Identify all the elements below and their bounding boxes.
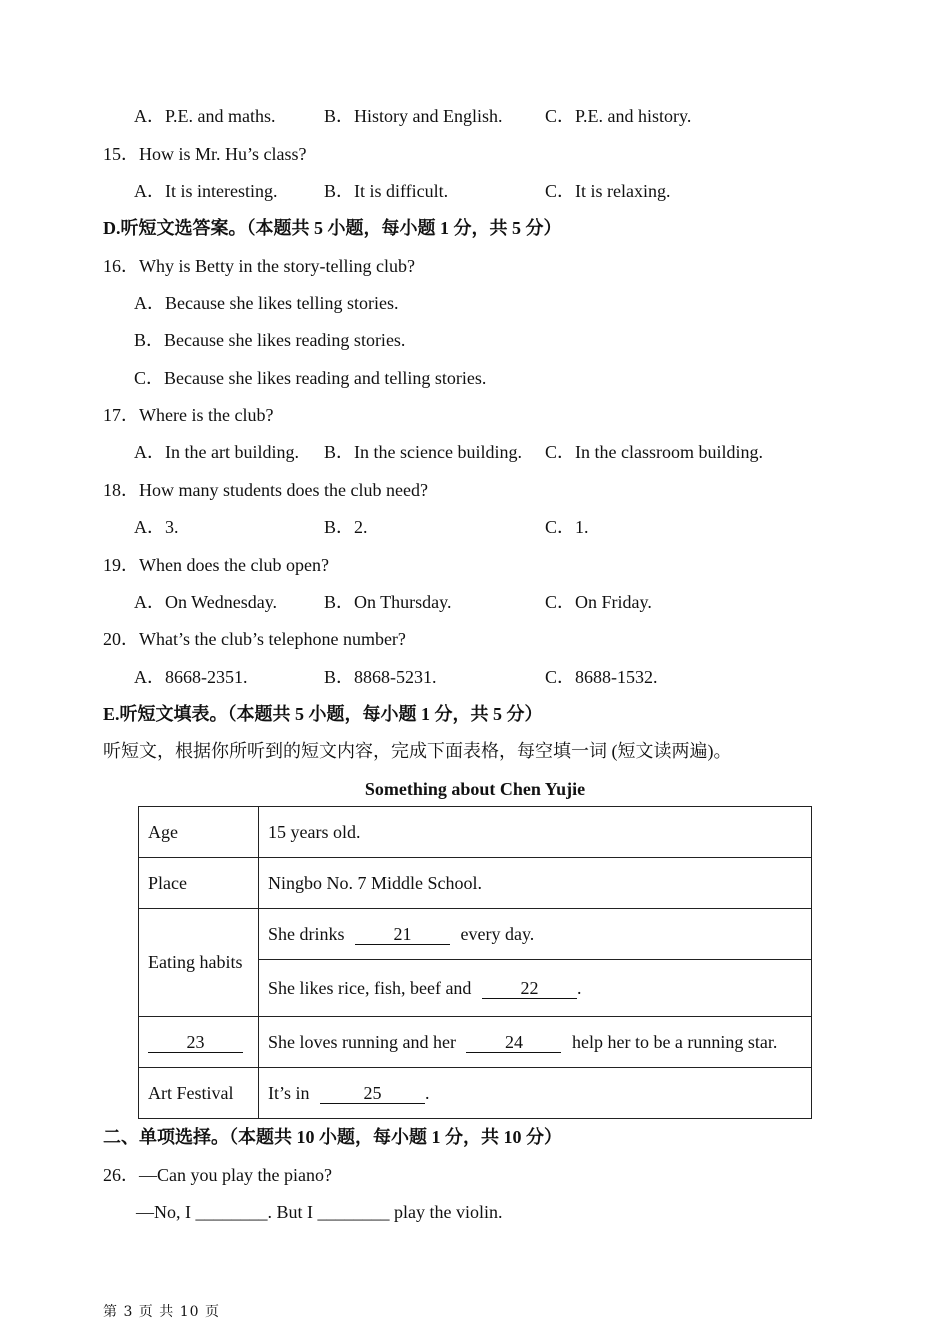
blank-23[interactable]: 23 bbox=[148, 1033, 243, 1053]
section-e-heading: E.听短文填表。（本题共 5 小题，每小题 1 分，共 5 分） bbox=[103, 704, 543, 724]
info-table bbox=[138, 806, 812, 1119]
q20-stem: 20．What’s the club’s telephone number? bbox=[103, 629, 406, 649]
q20-option-b: B．8868-5231. bbox=[324, 667, 437, 687]
place-value: Ningbo No. 7 Middle School. bbox=[259, 858, 812, 909]
q16-option-b: B．Because she likes reading stories. bbox=[134, 330, 406, 350]
q26-reply: —No, I ________. But I ________ play the violin. bbox=[136, 1202, 503, 1222]
q17-option-c: C．In the classroom building. bbox=[545, 442, 763, 462]
table-row bbox=[139, 1068, 812, 1119]
table-row bbox=[139, 807, 812, 858]
section-2-heading: 二、单项选择。（本题共 10 小题，每小题 1 分，共 10 分） bbox=[103, 1127, 562, 1147]
row4-suffix: help her to be a running star. bbox=[571, 1031, 778, 1052]
q26-stem: 26．—Can you play the piano? bbox=[103, 1165, 332, 1185]
q16-stem: 16．Why is Betty in the story-telling club? bbox=[103, 256, 415, 276]
blank-25[interactable]: 25 bbox=[320, 1084, 425, 1104]
place-label: Place bbox=[139, 858, 259, 909]
blank-22[interactable]: 22 bbox=[482, 979, 577, 999]
habit-food-suffix: . bbox=[576, 977, 582, 998]
habit-drink-prefix: She drinks bbox=[268, 923, 345, 944]
section-e-instruction: 听短文，根据你所听到的短文内容，完成下面表格，每空填一词 (短文读两遍)。 bbox=[103, 741, 732, 761]
table-row bbox=[139, 909, 812, 960]
row4-cell bbox=[259, 1017, 812, 1068]
q17-option-b: B．In the science building. bbox=[324, 442, 522, 462]
q18-option-a: A．3. bbox=[134, 517, 179, 537]
blank-24[interactable]: 24 bbox=[466, 1033, 561, 1053]
q20-option-a: A．8668-2351. bbox=[134, 667, 248, 687]
row4-label-cell bbox=[139, 1017, 259, 1068]
habit-food-prefix: She likes rice, fish, beef and bbox=[268, 977, 472, 998]
blank-21[interactable]: 21 bbox=[355, 925, 450, 945]
q17-stem: 17．Where is the club? bbox=[103, 405, 274, 425]
q19-option-b: B．On Thursday. bbox=[324, 592, 452, 612]
page-footer: 第 3 页 共 10 页 bbox=[103, 1304, 220, 1320]
q16-option-c: C．Because she likes reading and telling stories. bbox=[134, 368, 487, 388]
q15-option-a: A．It is interesting. bbox=[134, 181, 278, 201]
habit-food-cell bbox=[259, 960, 812, 1017]
q15-option-c: C．It is relaxing. bbox=[545, 181, 671, 201]
q15-stem: 15．How is Mr. Hu’s class? bbox=[103, 144, 307, 164]
q15-option-b: B．It is difficult. bbox=[324, 181, 449, 201]
row4-prefix: She loves running and her bbox=[268, 1031, 456, 1052]
q14-option-a: A．P.E. and maths. bbox=[134, 106, 276, 126]
eating-habits-label: Eating habits bbox=[139, 909, 259, 1017]
section-d-heading: D.听短文选答案。（本题共 5 小题，每小题 1 分，共 5 分） bbox=[103, 218, 562, 238]
table-title: Something about Chen Yujie bbox=[364, 779, 586, 799]
art-festival-cell bbox=[259, 1068, 812, 1119]
q20-option-c: C．8688-1532. bbox=[545, 667, 658, 687]
art-festival-label: Art Festival bbox=[139, 1068, 259, 1119]
table-row bbox=[139, 1017, 812, 1068]
age-label: Age bbox=[139, 807, 259, 858]
age-value: 15 years old. bbox=[259, 807, 812, 858]
q19-stem: 19．When does the club open? bbox=[103, 555, 329, 575]
q18-stem: 18．How many students does the club need? bbox=[103, 480, 428, 500]
art-suffix: . bbox=[425, 1082, 430, 1103]
q18-option-b: B．2. bbox=[324, 517, 368, 537]
q14-option-c: C．P.E. and history. bbox=[545, 106, 692, 126]
q19-option-c: C．On Friday. bbox=[545, 592, 652, 612]
art-prefix: It’s in bbox=[268, 1082, 310, 1103]
q17-option-a: A．In the art building. bbox=[134, 442, 299, 462]
table-row bbox=[139, 858, 812, 909]
q18-option-c: C．1. bbox=[545, 517, 589, 537]
q16-option-a: A．Because she likes telling stories. bbox=[134, 293, 399, 313]
habit-drink-cell bbox=[259, 909, 812, 960]
q14-option-b: B．History and English. bbox=[324, 106, 503, 126]
habit-drink-suffix: every day. bbox=[460, 923, 535, 944]
q19-option-a: A．On Wednesday. bbox=[134, 592, 278, 612]
